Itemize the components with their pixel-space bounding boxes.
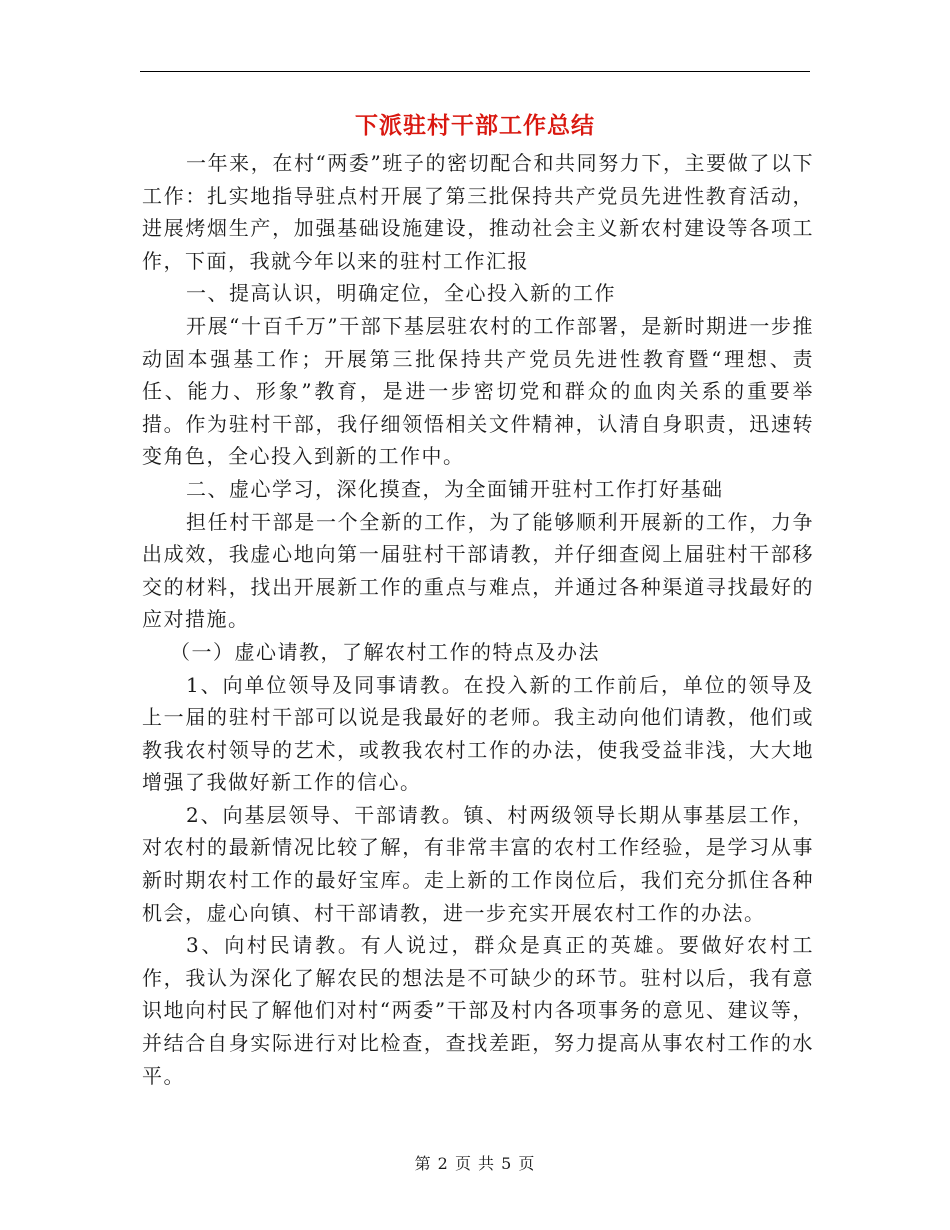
subsection-heading-1: （一）虚心请教，了解农村工作的特点及办法 xyxy=(170,639,600,664)
section-heading-1: 一、提高认识，明确定位，全心投入新的工作 xyxy=(186,281,616,306)
list-item-1: 1、向单位领导及同事请教。在投入新的工作前后，单位的领导及上一届的驻村干部可以说是我最好的老师。我主动向他们请教，他们或教我农村领导的艺术，或教我农村工作的办法，使我受益非浅，大大地增强了我做好新工作的信心。 xyxy=(142,672,814,795)
list-item-3: 3、向村民请教。有人说过，群众是真正的英雄。要做好农村工作，我认为深化了解农民的想法是不可缺少的环节。驻村以后，我有意识地向村民了解他们对村“两委”干部及村内各项事务的意见、建议等，并结合自身实际进行对比检查，查找差距，努力提高从事农村工作的水平。 xyxy=(142,933,814,1088)
header-rule xyxy=(140,71,810,72)
document-body xyxy=(142,147,814,1092)
list-item-2: 2、向基层领导、干部请教。镇、村两级领导长期从事基层工作，对农村的最新情况比较了解，有非常丰富的农村工作经验，是学习从事新时期农村工作的最好宝库。走上新的工作岗位后，我们充分抓住各种机会，虚心向镇、村干部请教，进一步充实开展农村工作的办法。 xyxy=(142,802,814,925)
document-title: 下派驻村干部工作总结 xyxy=(355,113,595,139)
intro-paragraph: 一年来，在村“两委”班子的密切配合和共同努力下，主要做了以下工作：扎实地指导驻点村开展了第三批保持共产党员先进性教育活动，进展烤烟生产，加强基础设施建设，推动社会主义新农村建设等各项工作，下面，我就今年以来的驻村工作汇报 xyxy=(142,151,814,273)
page-number: 第 2 页 共 5 页 xyxy=(414,1154,536,1173)
section-heading-2: 二、虚心学习，深化摸查，为全面铺开驻村工作打好基础 xyxy=(186,476,724,501)
section-2-paragraph: 担任村干部是一个全新的工作，为了能够顺利开展新的工作，力争出成效，我虚心地向第一届驻村干部请教，并仔细查阅上届驻村干部移交的材料，找出开展新工作的重点与难点，并通过各种渠道寻找最好的应对措施。 xyxy=(142,509,814,632)
section-1-paragraph: 开展“十百千万”干部下基层驻农村的工作部署，是新时期进一步推动固本强基工作；开展第三批保持共产党员先进性教育暨“理想、责任、能力、形象”教育，是进一步密切党和群众的血肉关系的重要举措。作为驻村干部，我仔细领悟相关文件精神，认清自身职责，迅速转变角色，全心投入到新的工作中。 xyxy=(142,313,814,469)
